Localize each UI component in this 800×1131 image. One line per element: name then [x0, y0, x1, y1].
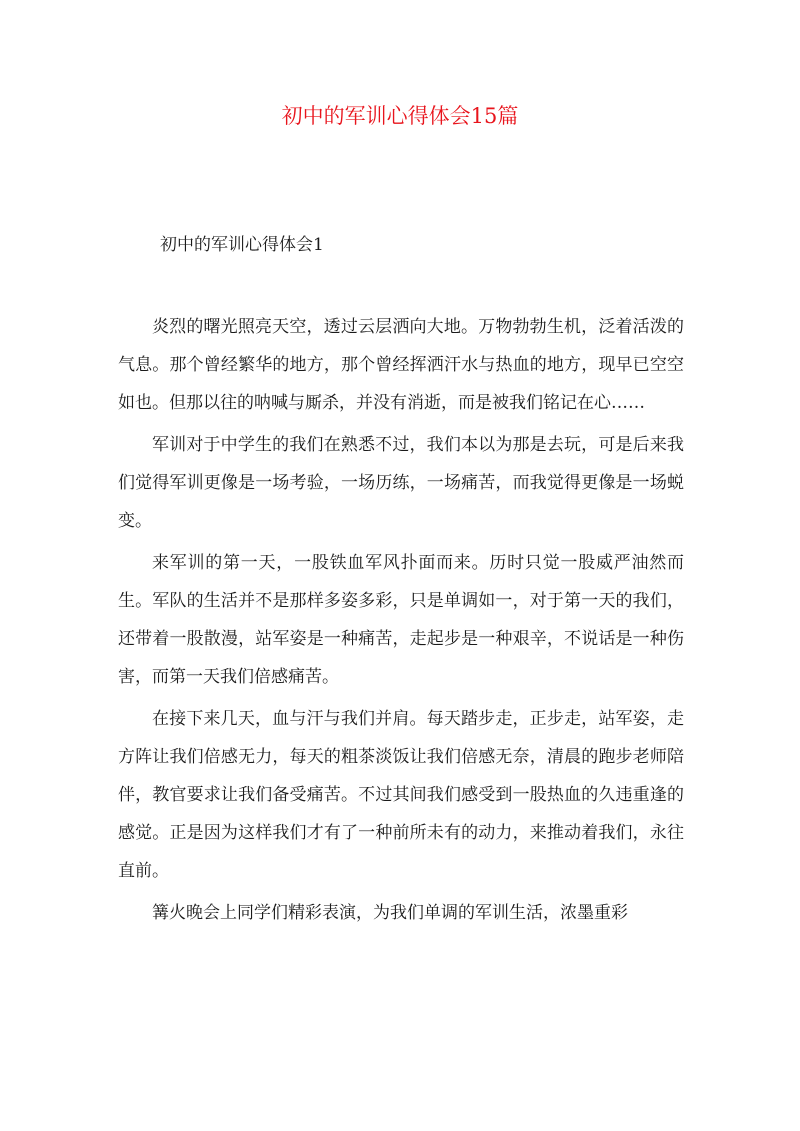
- paragraph: 篝火晚会上同学们精彩表演，为我们单调的军训生活，浓墨重彩: [152, 903, 628, 923]
- paragraph: 军训对于中学生的我们在熟悉不过，我们本以为那是去玩，可是后来我们觉得军训更像是一场考验，一场历练，一场痛苦，而我觉得更像是一场蜕变。: [118, 435, 684, 531]
- paragraph: 炎烈的曙光照亮天空，透过云层洒向大地。万物勃勃生机，泛着活泼的气息。那个曾经繁华的地方，那个曾经挥洒汗水与热血的地方，现早已空空如也。但那以往的呐喊与厮杀，并没有消逝，而是被我们铭记在心……: [118, 317, 684, 413]
- paragraph: 来军训的第一天，一股铁血军风扑面而来。历时只觉一股威严油然而生。军队的生活并不是那样多姿多彩，只是单调如一，对于第一天的我们，还带着一股散漫，站军姿是一种痛苦，走起步是一种艰辛，不说话是一种伤害，而第一天我们倍感痛苦。: [118, 553, 684, 687]
- paragraph: 在接下来几天，血与汗与我们并肩。每天踏步走，正步走，站军姿，走方阵让我们倍感无力，每天的粗茶淡饭让我们倍感无奈，清晨的跑步老师陪伴，教官要求让我们备受痛苦。不过其间我们感受到一股热血的久违重逢的感觉。正是因为这样我们才有了一种前所未有的动力，来推动着我们，永往直前。: [118, 709, 684, 881]
- section-heading: 初中的军训心得体会1: [160, 235, 324, 255]
- body-text: [118, 308, 684, 936]
- document-title: 初中的军训心得体会15篇: [281, 104, 519, 128]
